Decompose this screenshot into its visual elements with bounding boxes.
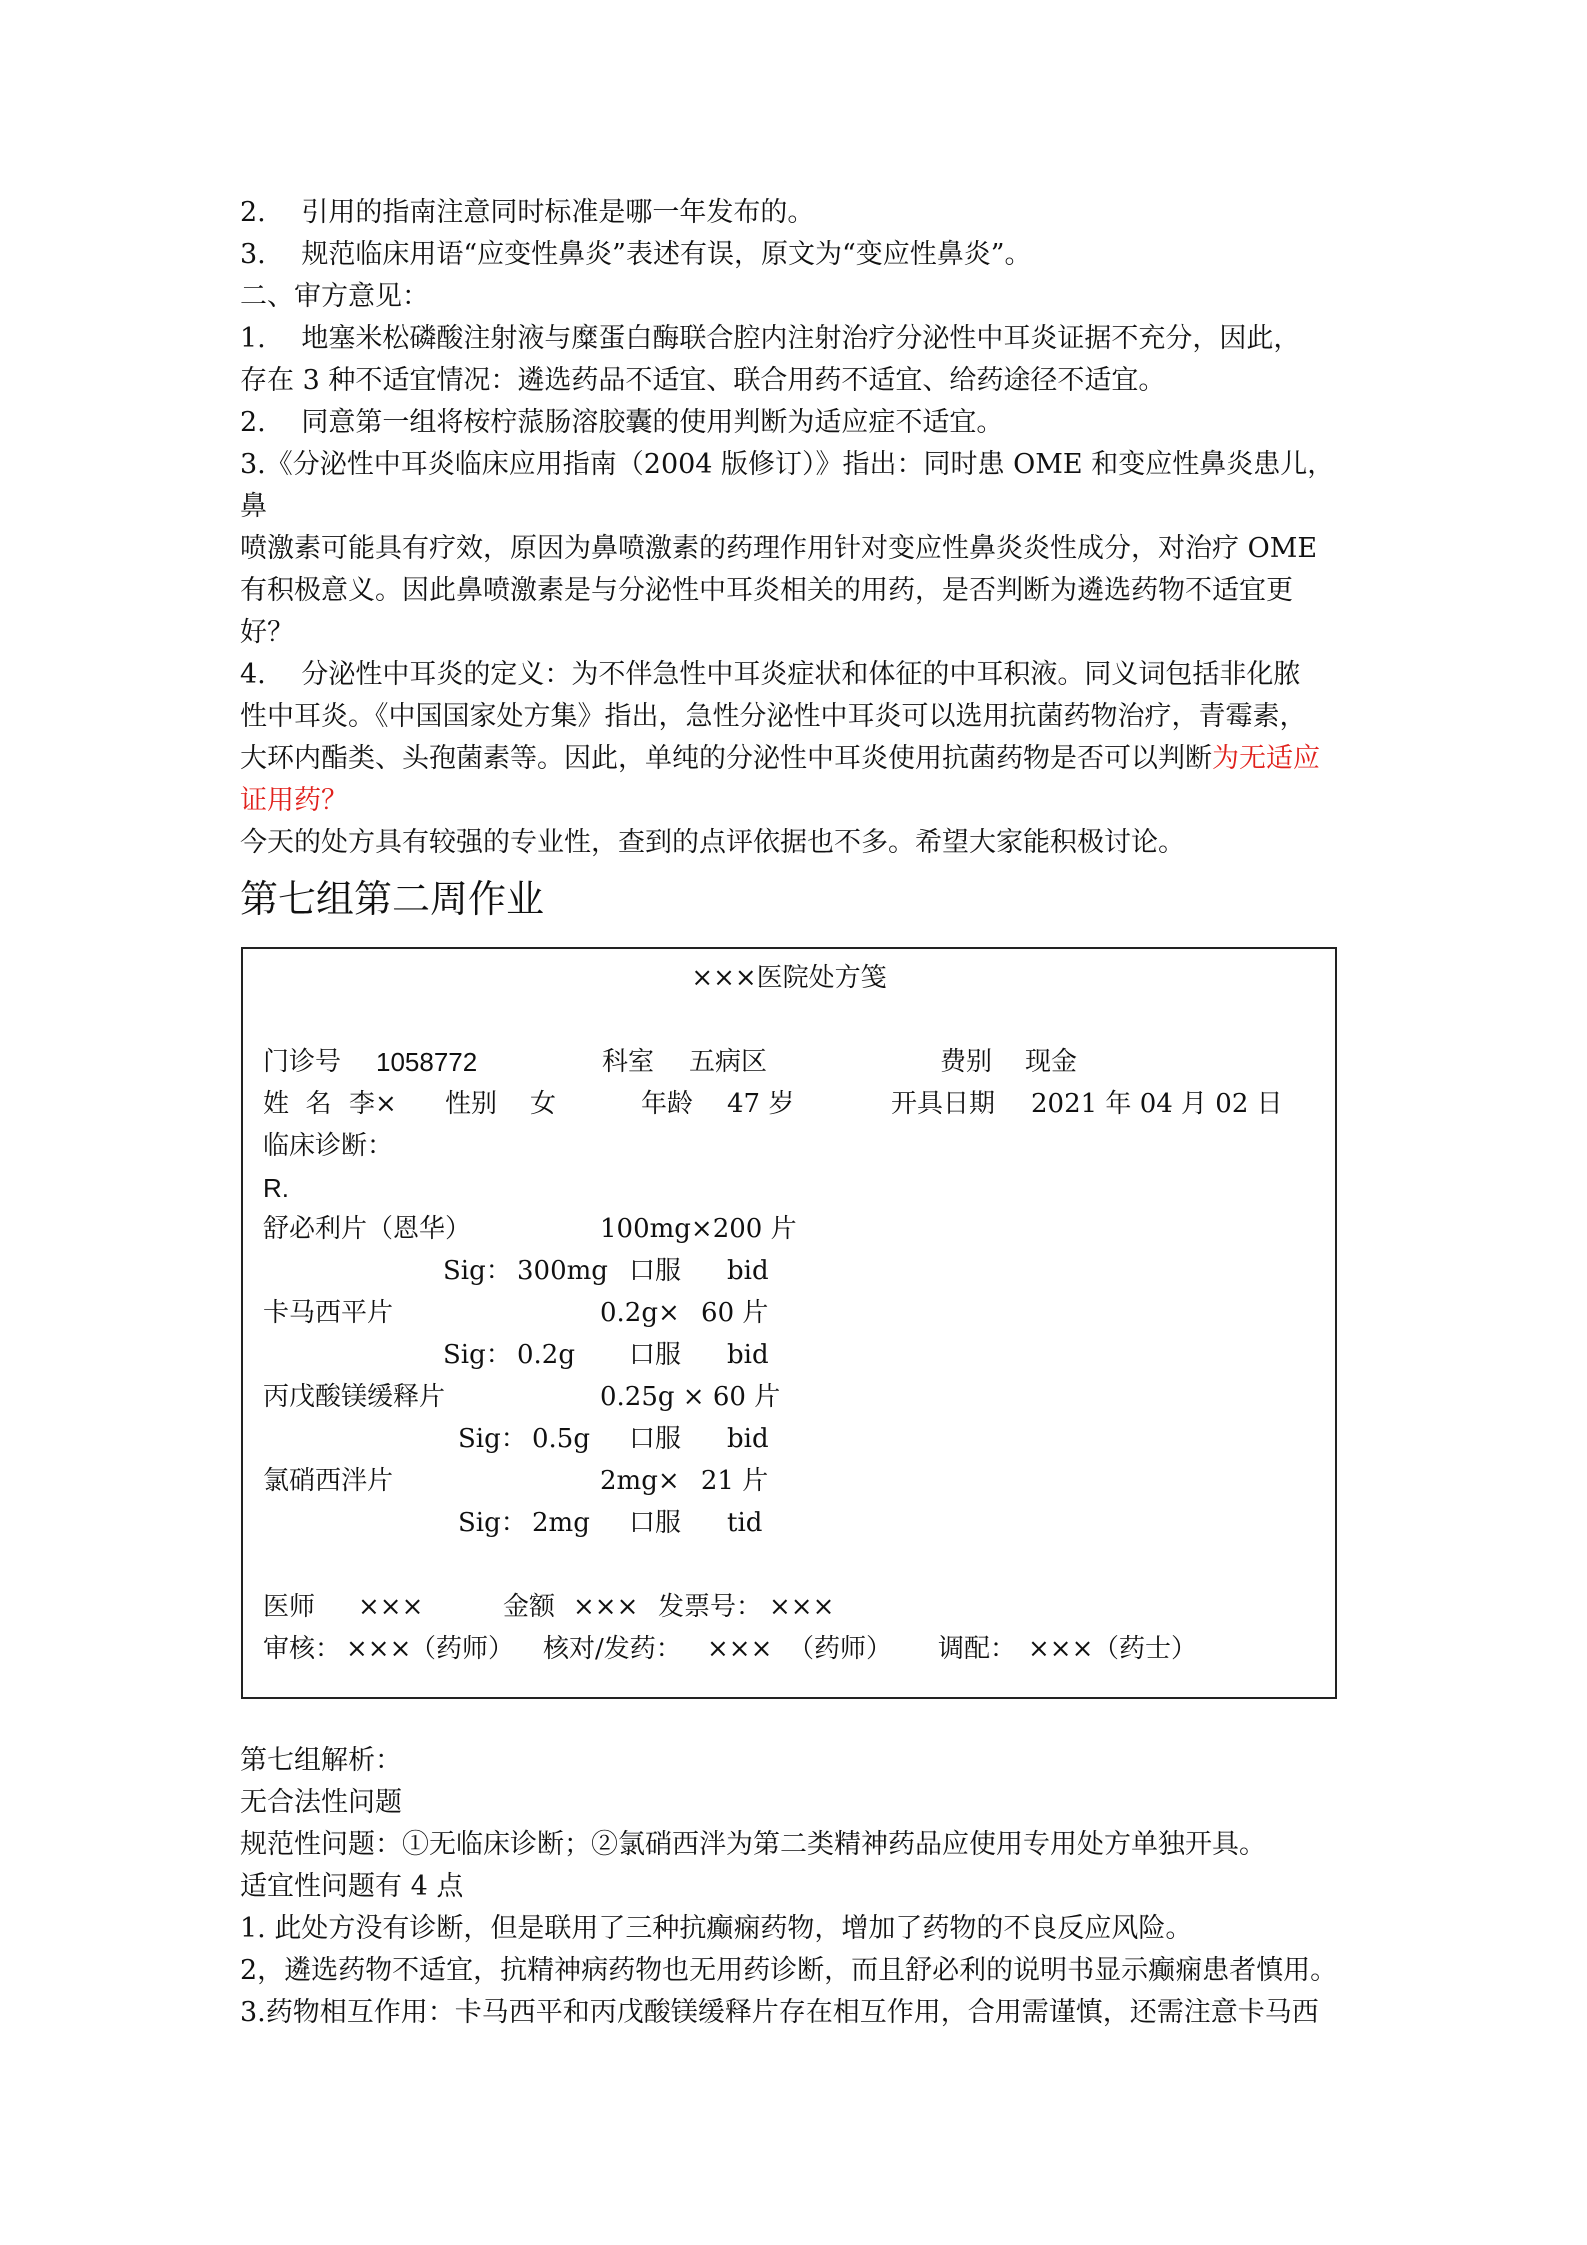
outpatient-number: 1058772 [376,1047,478,1077]
gender-label: 性别 [445,1089,498,1119]
drug-name: 氯硝西泮片 [263,1466,394,1496]
diagnosis-label: 临床诊断： [263,1131,394,1161]
highlight-text: 为无适应 [1212,743,1320,774]
drug-sig: Sig： [443,1340,512,1370]
date-value: 2021 年 04 月 02 日 [1031,1089,1283,1119]
drug-spec: 2mg× 21 片 [600,1466,769,1496]
drug-name: 丙戊酸镁缓释片 [263,1382,446,1412]
date-label: 开具日期 [891,1089,996,1119]
drug-sig: Sig： [458,1508,527,1538]
fee-label: 费别 [940,1047,993,1077]
dept-label: 科室 [602,1047,655,1077]
name-value: 李× [349,1089,397,1119]
prescription-form [241,947,1337,1699]
check-role: （药师） [788,1634,893,1664]
drug-dose: 0.2g [517,1340,575,1370]
text-line: 3. 规范临床用语“应变性鼻炎”表述有误，原文为“变应性鼻炎”。 [240,239,1032,270]
highlight-text: 证用药？ [240,785,348,816]
doctor-label: 医师 [263,1592,316,1622]
rx-label: R. [263,1173,289,1203]
text-line: 2. 同意第一组将桉柠蒎肠溶胶囊的使用判断为适应症不适宜。 [240,407,1004,438]
drug-route: 口服 [629,1340,682,1370]
outpatient-label: 门诊号 [263,1047,342,1077]
text-span: 大环内酯类、头孢菌素等。因此，单纯的分泌性中耳炎使用抗菌药物是否可以判断 [240,743,1212,774]
dept-value: 五病区 [689,1047,768,1077]
drug-dose: 2mg [532,1508,590,1538]
drug-name: 卡马西平片 [263,1298,394,1328]
fee-value: 现金 [1025,1047,1078,1077]
text-line [240,738,1360,780]
drug-sig: Sig： [458,1424,527,1454]
analysis-section [240,1740,1360,2034]
text-line: 喷激素可能具有疗效，原因为鼻喷激素的药理作用针对变应性鼻炎炎性成分，对治疗 OME [240,533,1318,564]
gender-value: 女 [530,1089,557,1119]
drug-freq: bid [727,1424,769,1454]
drug-route: 口服 [629,1424,682,1454]
drug-name: 舒必利片（恩华） [263,1214,472,1244]
review-label: 审核： [263,1634,342,1664]
drug-dose: 0.5g [532,1424,590,1454]
drug-sig: Sig： [443,1256,512,1286]
drug-freq: tid [727,1508,763,1538]
text-line: 性中耳炎。《中国国家处方集》指出，急性分泌性中耳炎可以选用抗菌药物治疗，青霉素， [240,701,1307,732]
text-line: 规范性问题：①无临床诊断；②氯硝西泮为第二类精神药品应使用专用处方单独开具。 [240,1829,1266,1860]
drug-route: 口服 [629,1256,682,1286]
invoice-label: 发票号： [658,1592,763,1622]
review-value: ××× [346,1634,412,1664]
text-line: 1. 此处方没有诊断，但是联用了三种抗癫痫药物，增加了药物的不良反应风险。 [240,1913,1193,1944]
check-label: 核对/发药： [543,1634,682,1664]
text-line: 3.《分泌性中耳炎临床应用指南（2004 版修订）》指出：同时患 OME 和变应性鼻炎患儿，鼻 [240,449,1335,522]
text-line: 3.药物相互作用：卡马西平和丙戊酸镁缓释片存在相互作用，合用需谨慎，还需注意卡马西 [240,1997,1319,2028]
text-line: 无合法性问题 [240,1787,402,1818]
text-line: 4. 分泌性中耳炎的定义：为不伴急性中耳炎症状和体征的中耳积液。同义词包括非化脓 [240,659,1301,690]
text-line: 2，遴选药物不适宜，抗精神病药物也无用药诊断，而且舒必利的说明书显示癫痫患者慎用。 [240,1955,1338,1986]
text-line: 有积极意义。因此鼻喷激素是与分泌性中耳炎相关的用药，是否判断为遴选药物不适宜更 [240,575,1293,606]
check-value: ××× [707,1634,773,1664]
top-section [240,192,1360,864]
amount-label: 金额 [503,1592,556,1622]
drug-spec: 0.25g × 60 片 [600,1382,781,1412]
drug-route: 口服 [629,1508,682,1538]
age-value: 47 岁 [727,1089,795,1119]
dispense-value: ××× [1028,1634,1094,1664]
text-line: 1. 地塞米松磷酸注射液与糜蛋白酶联合腔内注射治疗分泌性中耳炎证据不充分，因此， [240,323,1301,354]
drug-spec: 0.2g× 60 片 [600,1298,769,1328]
invoice-value: ××× [769,1592,835,1622]
section-title: 第七组第二周作业 [240,877,545,921]
doctor-value: ××× [358,1592,424,1622]
text-line: 今天的处方具有较强的专业性，查到的点评依据也不多。希望大家能积极讨论。 [240,827,1185,858]
age-label: 年龄 [641,1089,694,1119]
drug-dose: 300mg [517,1256,608,1286]
name-label: 姓 名 [263,1089,332,1119]
amount-value: ××× [573,1592,639,1622]
drug-freq: bid [727,1340,769,1370]
text-line: 2. 引用的指南注意同时标准是哪一年发布的。 [240,197,815,228]
review-role: （药师） [410,1634,515,1664]
drug-freq: bid [727,1256,769,1286]
dispense-label: 调配： [938,1634,1017,1664]
dispense-role: （药士） [1093,1634,1198,1664]
prescription-header: ×××医院处方笺 [691,963,887,993]
text-line: 好？ [240,617,294,648]
drug-spec: 100mg×200 片 [600,1214,797,1244]
text-line: 存在 3 种不适宜情况：遴选药品不适宜、联合用药不适宜、给药途径不适宜。 [240,365,1166,396]
analysis-heading: 第七组解析： [240,1745,402,1776]
text-line: 适宜性问题有 4 点 [240,1871,464,1902]
section-heading: 二、审方意见： [240,281,429,312]
